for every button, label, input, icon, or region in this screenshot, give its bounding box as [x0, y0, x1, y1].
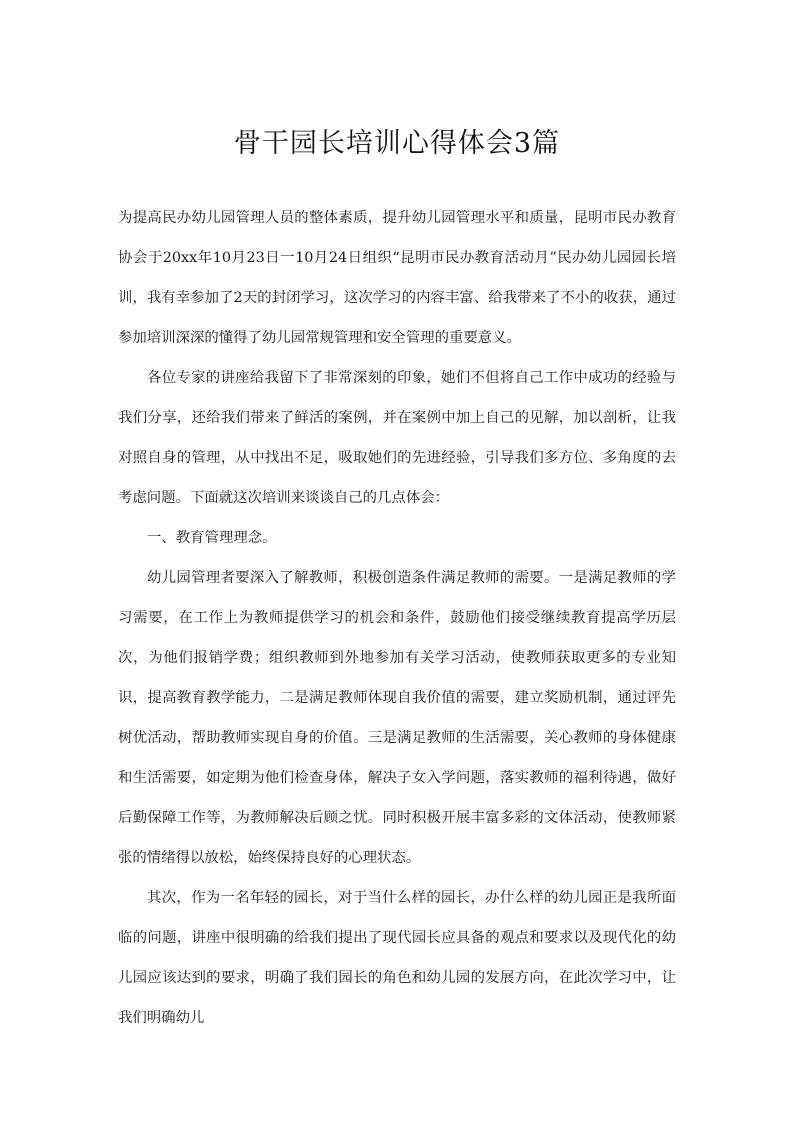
- document-title: 骨干园长培训心得体会3篇: [233, 128, 561, 159]
- paragraph-4: 其次，作为一名年轻的园长，对于当什么样的园长，办什么样的幼儿园正是我所面临的问题，讲座中很明确的给我们提出了现代园长应具备的观点和要求以及现代化的幼儿园应该达到的要求，明确了我们园长的角色和幼儿园的发展方向，在此次学习中，让我们明确幼儿: [118, 890, 676, 1026]
- paragraph-2: 各位专家的讲座给我留下了非常深刻的印象，她们不但将自己工作中成功的经验与我们分享，还给我们带来了鲜活的案例，并在案例中加上自己的见解，加以剖析，让我对照自身的管理，从中找出不足，吸取她们的先进经验，引导我们多方位、多角度的去考虑问题。下面就这次培训来谈谈自己的几点体会：: [118, 370, 676, 506]
- document-body: [118, 198, 676, 1038]
- section-heading-1: 一、教育管理理念。: [147, 530, 277, 546]
- paragraph-3: 幼儿园管理者要深入了解教师，积极创造条件满足教师的需要。一是满足教师的学习需要，在工作上为教师提供学习的机会和条件，鼓励他们接受继续教育提高学历层次，为他们报销学费；组织教师到外地参加有关学习活动，使教师获取更多的专业知识，提高教育教学能力，二是满足教师体现自我价值的需要，建立奖励机制，通过评先树优活动，帮助教师实现自身的价值。三是满足教师的生活需要，关心教师的身体健康和生活需要，如定期为他们检查身体，解决子女入学问题，落实教师的福利待遇，做好后勤保障工作等，为教师解决后顾之忧。同时积极开展丰富多彩的文体活动，使教师紧张的情绪得以放松，始终保持良好的心理状态。: [118, 570, 676, 866]
- paragraph-1: 为提高民办幼儿园管理人员的整体素质，提升幼儿园管理水平和质量，昆明市民办教育协会于20xx年10月23日一10月24日组织“昆明市民办教育活动月”民办幼儿园园长培训，我有幸参加了2天的封闭学习，这次学习的内容丰富、给我带来了不小的收获，通过参加培训深深的懂得了幼儿园常规管理和安全管理的重要意义。: [118, 210, 676, 346]
